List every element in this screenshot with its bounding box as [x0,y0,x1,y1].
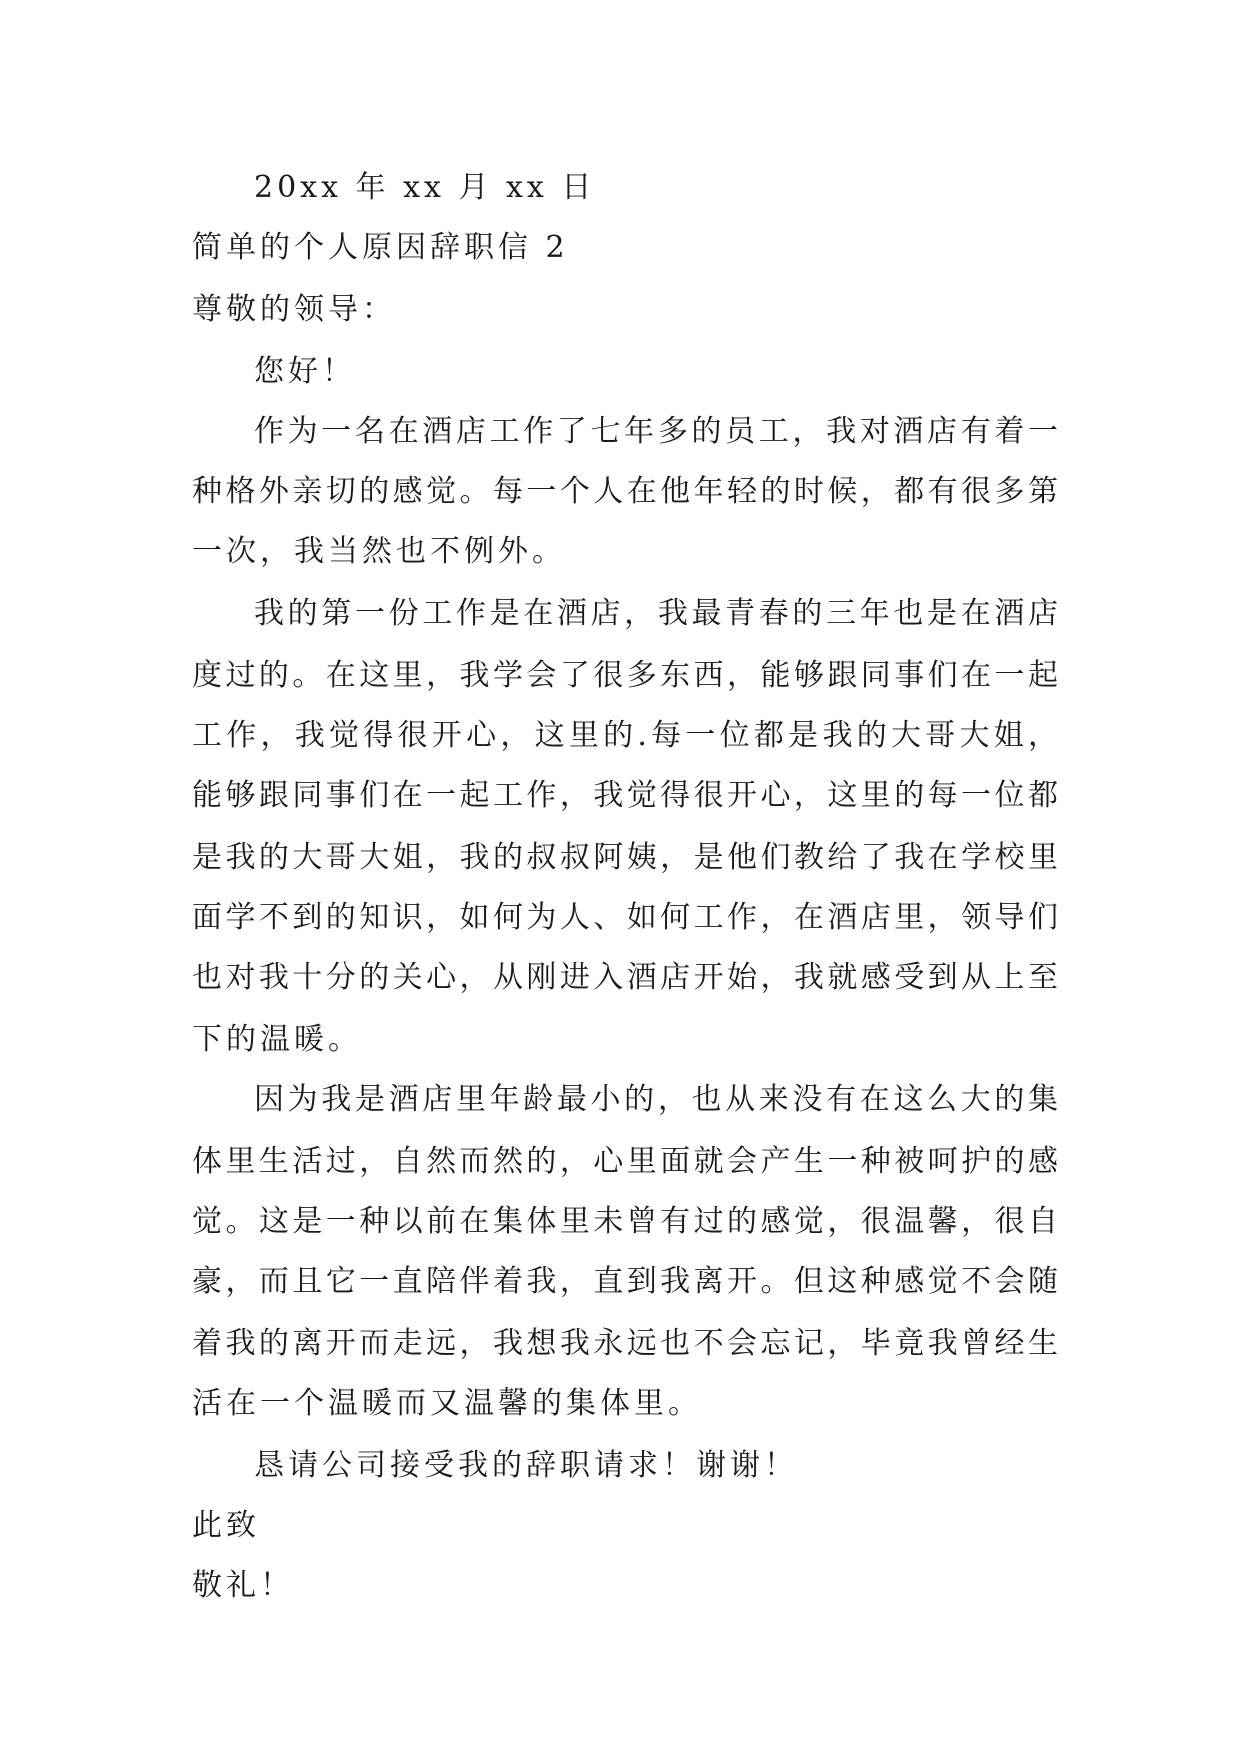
closing-line-2: 敬礼！ [192,1568,294,1603]
paragraph-2-line-3: 工作，我觉得很开心，这里的.每一位都是我的大哥大姐， [192,718,1058,753]
paragraph-2-line-6: 面学不到的知识，如何为人、如何工作，在酒店里，领导们 [192,900,1058,935]
paragraph-1-line-1: 作为一名在酒店工作了七年多的员工，我对酒店有着一 [254,414,1058,449]
date-line: 20xx 年 xx 月 xx 日 [254,170,596,205]
paragraph-1-line-3: 一次，我当然也不例外。 [192,534,566,569]
paragraph-3-line-5: 着我的离开而走远，我想我永远也不会忘记，毕竟我曾经生 [192,1326,1058,1361]
paragraph-3-line-4: 豪，而且它一直陪伴着我，直到我离开。但这种感觉不会随 [192,1264,1058,1299]
paragraph-3-line-3: 觉。这是一种以前在集体里未曾有过的感觉，很温馨，很自 [192,1204,1058,1239]
salutation: 尊敬的领导： [192,292,396,327]
paragraph-2-line-7: 也对我十分的关心，从刚进入酒店开始，我就感受到从上至 [192,960,1058,995]
paragraph-2-line-4: 能够跟同事们在一起工作，我觉得很开心，这里的每一位都 [192,778,1058,813]
paragraph-2-line-2: 度过的。在这里，我学会了很多东西，能够跟同事们在一起 [192,658,1058,693]
paragraph-4-line-1: 恳请公司接受我的辞职请求！谢谢！ [254,1448,798,1483]
letter-title: 简单的个人原因辞职信 2 [192,230,569,265]
greeting: 您好！ [254,354,356,389]
paragraph-2-line-1: 我的第一份工作是在酒店，我最青春的三年也是在酒店 [254,596,1058,631]
paragraph-2-line-8: 下的温暖。 [192,1022,362,1057]
paragraph-3-line-1: 因为我是酒店里年龄最小的，也从来没有在这么大的集 [254,1082,1058,1117]
paragraph-3-line-6: 活在一个温暖而又温馨的集体里。 [192,1386,702,1421]
paragraph-3-line-2: 体里生活过，自然而然的，心里面就会产生一种被呵护的感 [192,1144,1058,1179]
paragraph-1-line-2: 种格外亲切的感觉。每一个人在他年轻的时候，都有很多第 [192,474,1058,509]
closing-line-1: 此致 [192,1508,260,1543]
paragraph-2-line-5: 是我的大哥大姐，我的叔叔阿姨，是他们教给了我在学校里 [192,840,1058,875]
